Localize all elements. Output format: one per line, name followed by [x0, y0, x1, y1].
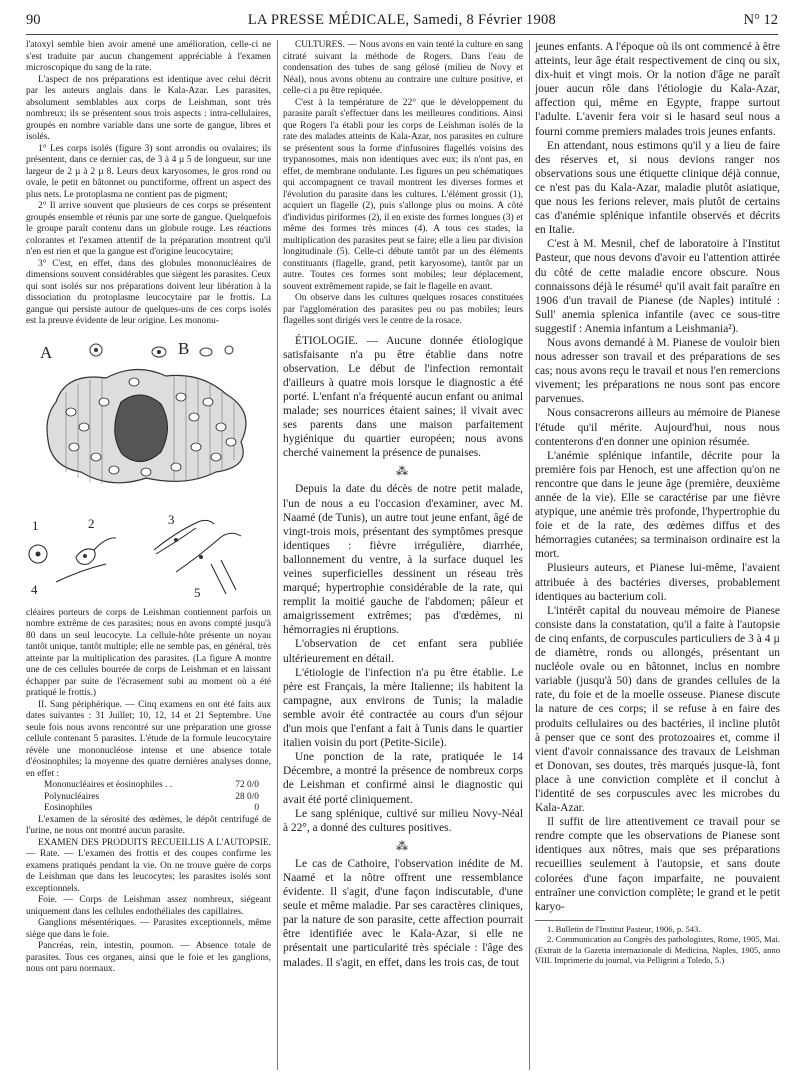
- footnote-rule: [535, 920, 605, 921]
- paragraph: Une ponction de la rate, pratiquée le 14 Décembre, a montré la présence de nombreux corps de Leishman et confirmé ainsi le diagnostic qui avait été porté cliniquement.: [283, 751, 523, 806]
- paragraph: Foie. — Corps de Leishman assez nombreux, siégeant uniquement dans les cellules endothéliales des capillaires.: [26, 895, 271, 917]
- figure-label-a: A: [40, 342, 53, 362]
- header-rule: [26, 34, 778, 35]
- figure-label-b: B: [178, 338, 190, 358]
- paragraph: En attendant, nous estimons qu'il y a lieu de faire des réserves et, si nous devions ranger nos observations sous une étiquette clinique déjà connue, ce n'est pas du Kala-Azar, maladie plutôt asiatique, que nous les ferions relever, mais plutôt de certains cas d'anémie splénique infantile observés et décrits en Italie.: [535, 139, 780, 237]
- paragraph: cléaires porteurs de corps de Leishman contiennent parfois un nombre extrême de ces parasites; nous en avons compté jusqu'à 80 dans un seul leucocyte. La cellule-hôte présente un noyau tantôt unique, tantôt multiple; elle ne semble pas, en général, très atteinte par la multiplication des parasites. (La figure A montre une de ces cellules bourrée de corps de Leishman et en laissant échapper par suite de l'écrasement subi au moment où a été pratiqué le frottis.): [26, 607, 271, 698]
- stats-value: 28 0/0: [235, 791, 259, 802]
- column-3: [535, 40, 780, 1075]
- footnote: 2. Communication au Congrès des pathologistes, Rome, 1905, Mai. (Extrait de la Gazetta internazionale di Medicina, Naples, 1905, anno VIII. Imprimerie du journal, via Pelligrini a Toledo, 5.): [535, 934, 780, 966]
- paragraph: Ganglions mésentériques. — Parasites exceptionnels, même siège que dans le foie.: [26, 918, 271, 940]
- paragraph: ÉTIOLOGIE. — Aucune donnée étiologique satisfaisante n'a pu être établie dans notre observation. Le début de l'infection remontait d'ailleurs à quatre mois lorsque le diagnostic a été porté. L'enfant n'a fréquenté aucun enfant ou animal malade; ses nourrices étaient saines; il vivait avec ses parents dans une maison parfaitement hygiénique du quartier européen; nous avons cherché vainement la présence de punaises.: [283, 334, 523, 460]
- paragraph: L'aspect de nos préparations est identique avec celui décrit par les auteurs anglais dans le Kala-Azar. Les parasites, absolument semblables aux corps de Leishman, sont très nombreux; ils se présentent sous trois aspects : intra-cellulaires, groupés en nombre variable dans une sorte de gangue, libres et isolés.: [26, 74, 271, 142]
- form-nuclei: [36, 538, 204, 559]
- cell-nucleus: [115, 394, 168, 461]
- section-stars: ⁂: [396, 838, 410, 853]
- paragraph: EXAMEN DES PRODUITS RECUEILLIS A L'AUTOPSIE. — Rate. — L'examen des frottis et des coupes confirme les examens pratiqués pendant la vie. On ne trouve guère de corps de Leishman que dans les leucocytes; les parasites isolés sont exceptionnels.: [26, 837, 271, 894]
- paragraph: jeunes enfants. A l'époque où ils ont commencé à être atteints, leur âge était respectivement de cinq ou six, dix-huit et vingt mois. Or la notion d'âge ne paraît jouer aucun rôle dans l'étiologie du Kala-Azar, affection qui, même en Egypte, frappe surtout l'adulte. L'avenir fera voir si le hasard seul nous a fourni comme premiers malades trois jeunes enfants.: [535, 41, 780, 138]
- paragraph: Le cas de Cathoire, l'observation inédite de M. Naamé et la nôtre offrent une ressemblance évidente. Il s'agit, d'une façon indiscutable, d'une seule et même maladie. Par ses caractères cliniques, par la nature de son parasite, cette affection pourrait être identifiée avec le Kala-Azar, si elle ne présentait une particularité très spéciale : l'âge des malades. Il s'agit, en effet, dans les trois cas, de tout: [283, 857, 523, 969]
- column-2: [283, 40, 523, 1075]
- paragraph: Nous consacrerons ailleurs au mémoire de Pianese l'étude qu'il mérite. Aujourd'hui, nous nous contenterons d'en donner une opinion résumée.: [535, 407, 780, 448]
- paragraph: L'observation de cet enfant sera publiée ultérieurement en détail.: [283, 638, 523, 665]
- paragraph: On observe dans les cultures quelques rosaces constituées par l'agglomération des parasites peu ou pas mobiles; leurs flagelles sont dirigés vers le centre de la rosace.: [283, 293, 523, 326]
- stats-label: Eosinophiles: [44, 803, 93, 813]
- paragraph: 1° Les corps isolés (figure 3) sont arrondis ou ovalaires; ils présentent, dans ce dernier cas, de 3 à 4 µ 5 de longueur, sur une largeur de 2 µ à 2 µ 8. Leurs deux karyosomes, le gros rond ou ovale, le petit en bâtonnet ou punctiforme, offrent un aspect des plus nets. Le protoplasma ne contient pas de pigment;: [26, 143, 271, 200]
- paragraph: Depuis la date du décès de notre petit malade, l'un de nous a eu l'occasion d'examiner, avec M. Naamé (de Tunis), un autre tout jeune enfant, âgé de vingt-trois mois, présentant des symptômes presque identiques : fièvre irrégulière, diarrhée, ballonnement du ventre, à la surface duquel les veines superficielles dessinent un réseau très marqué; hypertrophie considérable de la rate, qui remplit la moitié gauche de l'abdomen; pâleur et amaigrissement extrêmes; pas d'œdèmes, ni hémorragies ni éruptions.: [283, 483, 523, 637]
- figure-number-3: 3: [168, 511, 175, 527]
- stats-row: [44, 780, 259, 792]
- paragraph: Nous avons demandé à M. Pianese de vouloir bien nous adresser son travail et des préparations de ses cas; nous avons reçu le travail et nous l'en remercions vivement; les préparations ne nous sont pas encore parvenues.: [535, 336, 780, 406]
- paragraph: L'intérêt capital du nouveau mémoire de Pianese consiste dans la constatation, qu'il a faite à l'autopsie de cinq enfants, de corpuscules particuliers de 3 à 4 µ de diamètre, ronds ou allongés, présentant un nucléole ovale ou en bâtonnet, inclus en nombre variable (jusqu'à 50) dans de grandes cellules de la rate, du foie et de la moelle osseuse. Pianese discute la nature de ces corps; il se refuse à en faire des produits cellulaires ou des bactéries, il incline plutôt à penser que ce sont des protozoaires et, comme il vient d'avoir connaissance des travaux de Leishman et Donovan, ses doutes, très marqués jusque-là, font place à une conviction complète et il conclut à l'identité de ses corpuscules avec les microbes du Kala-Azar.: [535, 604, 780, 815]
- paragraph: L'étiologie de l'infection n'a pu être établie. Le père est Français, la mère Italienne; ils habitent la campagne, aux environs de Tunis; la maladie semble avoir été contractée au cours d'un séjour d'un mois que l'enfant a fait à Tunis dans le quartier italien voisin du port (Petite-Sicile).: [283, 666, 523, 750]
- figure-drawing: [26, 332, 271, 604]
- figure-number-4: 4: [31, 581, 38, 597]
- paragraph: C'est à la température de 22° que le développement du parasite paraît s'effectuer dans les meilleures conditions. Ainsi que Rogers l'a établi pour les corps de Leishman isolés de la rate des malades atteints de Kala-Azar, nos parasites en culture se présentent sous la forme d'infusoires flagellés voisins des trypanosomes, mais non identiques avec eux; ils n'ont pas, en effet, de membrane ondulante. Les figures un peu schématiques qui accompagnent ce travail montrent les diverses formes et l'évolution du parasite dans les cultures. L'élément grossit (1), acquiert un flagelle (2), puis s'allonge plus ou moins. A côté d'individus piriformes (2), il en existe des formes longues (3) et même des formes très minces (4). A tous ces stades, la multiplication des parasites peut se faire; elle a lieu par division longitudinale (5). Celle-ci débute tantôt par un des éléments constituants (flagelle, grand, petit karyosome), tantôt par un autre. Toutes ces formes sont mobiles; leur déplacement, souvent extrêmement rapide, se fait le flagelle en avant.: [283, 97, 523, 292]
- stats-row: [44, 792, 259, 804]
- paragraph: L'anémie splénique infantile, décrite pour la première fois par Henoch, est une affection qu'on ne rencontre que dans le jeune âge (première, deuxième année de la vie). Elle se caractérise par une fièvre atypique, une anémie très profonde, l'hypertrophie du foie et de la rate, des œdèmes diffus et des hémorragies cutanées; sa terminaison ordinaire est la mort.: [535, 449, 780, 561]
- stats-label: Mononucléaires et éosinophiles . .: [44, 780, 173, 790]
- flagellate-forms: [29, 517, 241, 594]
- journal-title: LA PRESSE MÉDICALE, Samedi, 8 Février 1908: [247, 12, 557, 28]
- figure-number-2: 2: [88, 515, 95, 531]
- parasite-body: [200, 348, 212, 356]
- parasite-body: [225, 346, 233, 354]
- column-separator: [529, 40, 530, 1070]
- leukocyte-formula: [44, 780, 259, 815]
- paragraph: Le sang splénique, cultivé sur milieu Novy-Néal à 22°, a donné des cultures positives.: [283, 807, 523, 834]
- main-text: [283, 334, 523, 970]
- karyosome: [94, 348, 98, 352]
- page-header: [26, 12, 778, 32]
- issue-number: N° 12: [743, 12, 778, 28]
- stats-row: [44, 803, 259, 815]
- parasite-figure: [26, 332, 271, 604]
- paragraph: II. Sang périphérique. — Cinq examens en ont été faits aux dates suivantes : 31 Juillet; 10, 12, 14 et 21 Septembre. Une seule fois nous avons rencontré sur une préparation une grosse cellule contenant 5 parasites. L'étude de la formule leucocytaire révèle une mononucléose intense et une absence totale d'éosinophiles; la moyenne des quatre dernières analyses donne, en effet :: [26, 699, 271, 779]
- stats-value: 0: [254, 803, 259, 813]
- figure-number-5: 5: [194, 584, 201, 600]
- footnote: 1. Bulletin de l'Institut Pasteur, 1906, p. 543.: [547, 923, 701, 934]
- column-separator: [277, 40, 278, 1070]
- stats-label: Polynucléaires: [44, 791, 100, 802]
- paragraph: l'atoxyl semble bien avoir amené une amélioration, celle-ci ne s'est traduite par aucun changement appréciable à l'examen microscopique du sang de la rate.: [26, 40, 271, 73]
- paragraph: C'est à M. Mesnil, chef de laboratoire à l'Institut Pasteur, que nous devons d'avoir eu l'attention attirée du côté de cette maladie encore obscure. Nous connaissons déjà le résumé¹ qu'il avait fait paraître en 1906 d'un travail de Pianese (de Naples) intitulé : Sull' anemia splenica infantile (avec ce sous-titre suggestif : Anemia infantum a Leishmania²).: [535, 238, 780, 335]
- paragraph: 3° C'est, en effet, dans des globules mononucléaires de dimensions souvent considérables que siègent les parasites. Ceux qui sont isolés sur nos préparations doivent leur libération à la dissociation du protoplasme leucocytaire par le frottis. La gangue qui persiste autour de quelques-uns de ces corps isolés est la preuve évidente de leur origine. Les mononu-: [26, 258, 271, 326]
- stats-value: 72 0/0: [235, 780, 259, 790]
- paragraph: Pancréas, rein, intestin, poumon. — Absence totale de parasites. Tous ces organes, ainsi que le foie et les ganglions, nous ont paru normaux.: [26, 941, 271, 974]
- paragraph: L'examen de la sérosité des œdèmes, le dépôt centrifugé de l'urine, ne nous ont montré aucun parasite.: [26, 814, 271, 836]
- column-1: [26, 40, 271, 1075]
- paragraph: Plusieurs auteurs, et Pianese lui-même, l'avaient attribuée à des bactéries diverses, probablement identiques au bacterium coli.: [535, 562, 780, 603]
- paragraph: Il suffit de lire attentivement ce travail pour se rendre compte que les observations de Pianese sont identiques aux nôtres, mais que ses préparations recueillies seulement à l'autopsie, et sans doute colorées d'une façon imparfaite, ne pouvaient entraîner une conviction complète; le grand et le petit karyo-: [535, 816, 780, 913]
- paragraph: 2° Il arrive souvent que plusieurs de ces corps se présentent groupés ensemble et réunis par une sorte de gangue. Quelquefois le groupe paraît contenu dans un globule rouge. Les réactions colorantes et l'examen attentif de la préparation montrent qu'il n'en est rien et que la gangue est d'origine leucocytaire;: [26, 201, 271, 257]
- page-number: 90: [26, 12, 41, 28]
- section-stars: ⁂: [396, 464, 410, 479]
- figure-number-1: 1: [32, 517, 39, 533]
- paragraph: CULTURES. — Nous avons en vain tenté la culture en sang citraté suivant la méthode de Rogers. Dans l'eau de condensation des tubes de sang gélosé (milieu de Novy et Néal), nous avons obtenu au contraire une culture positive, et celle-ci a pu être repiquée.: [283, 40, 523, 96]
- karyosome: [157, 350, 161, 354]
